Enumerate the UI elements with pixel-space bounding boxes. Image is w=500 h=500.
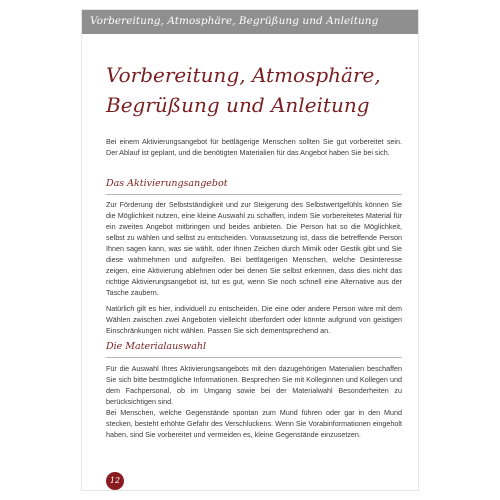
section-2-paragraph-2: Bei Menschen, welche Gegenstände spontan zum Mund führen oder gar in den Mund stecken, besteht erhöhte Gefahr des Verschluckens. Wenn Sie Vorabinformationen eingeholt haben, sind Sie vorbereitet und vermeiden es, kleine Gegenstände einzusetzen.	[106, 408, 402, 439]
running-header	[82, 10, 418, 34]
section-1-paragraph-1: Zur Förderung der Selbstständigkeit und zur Steigerung des Selbstwertgefühls können Sie die Möglichkeit nutzen, eine kleine Auswahl zu schaffen, indem Sie vorbereitetes Material für ein zweites Angebot mitbringen und beides anbieten. Die Person hat so die Möglichkeit, selbst zu wählen und selbst zu entscheiden. Voraussetzung ist, dass die betreffende Person Ihnen sagen kann, was sie wählt, oder Ihnen Zeichen durch Mimik oder Gestik gibt und Sie diese wahrnehmen und aufgreifen. Bei bettlägerigen Menschen, welche Desinteresse zeigen, eine Aktivierung ablehnen oder bei denen Sie selbst erkennen, dass dies nicht das richtige Aktivierungsangebot ist, tut es gut, wenn Sie noch schnell eine Alternative aus der Tasche zaubern.	[106, 200, 402, 297]
running-header-title: Vorbereitung, Atmosphäre, Begrüßung und Anleitung	[90, 15, 379, 27]
page-title: Vorbereitung, Atmosphäre, Begrüßung und Anleitung	[106, 63, 381, 117]
section-heading-materialauswahl: Die Materialauswahl	[106, 341, 207, 352]
section-divider	[106, 194, 402, 195]
intro-paragraph: Bei einem Aktivierungsangebot für bettlägerige Menschen sollten Sie gut vorbereitet sein. Der Ablauf ist geplant, und die benötigten Materialien für das Angebot haben Sie bei sich.	[106, 137, 402, 157]
section-2-paragraph-1: Für die Auswahl Ihres Aktivierungsangebots mit den dazugehörigen Materialien beschaffen Sie sich bitte bestmögliche Informationen. Besprechen Sie mit Kolleginnen und Kollegen und dem Fachpersonal, ob im Umgang sowie bei der Materialwahl Besonderheiten zu berücksichtigen sind.	[106, 364, 402, 406]
section-heading-aktivierungsangebot: Das Aktivierungsangebot	[106, 178, 228, 189]
page-number-badge: 12	[106, 472, 124, 490]
book-page	[82, 10, 418, 490]
section-divider	[106, 357, 402, 358]
section-1-paragraph-2: Natürlich gilt es hier, individuell zu entscheiden. Die eine oder andere Person wäre mit dem Wählen zwischen zwei Angeboten vielleicht überfordert oder könnte aufgrund von geistigen Einschränkungen nicht wählen. Passen Sie sich dementsprechend an.	[106, 304, 402, 335]
